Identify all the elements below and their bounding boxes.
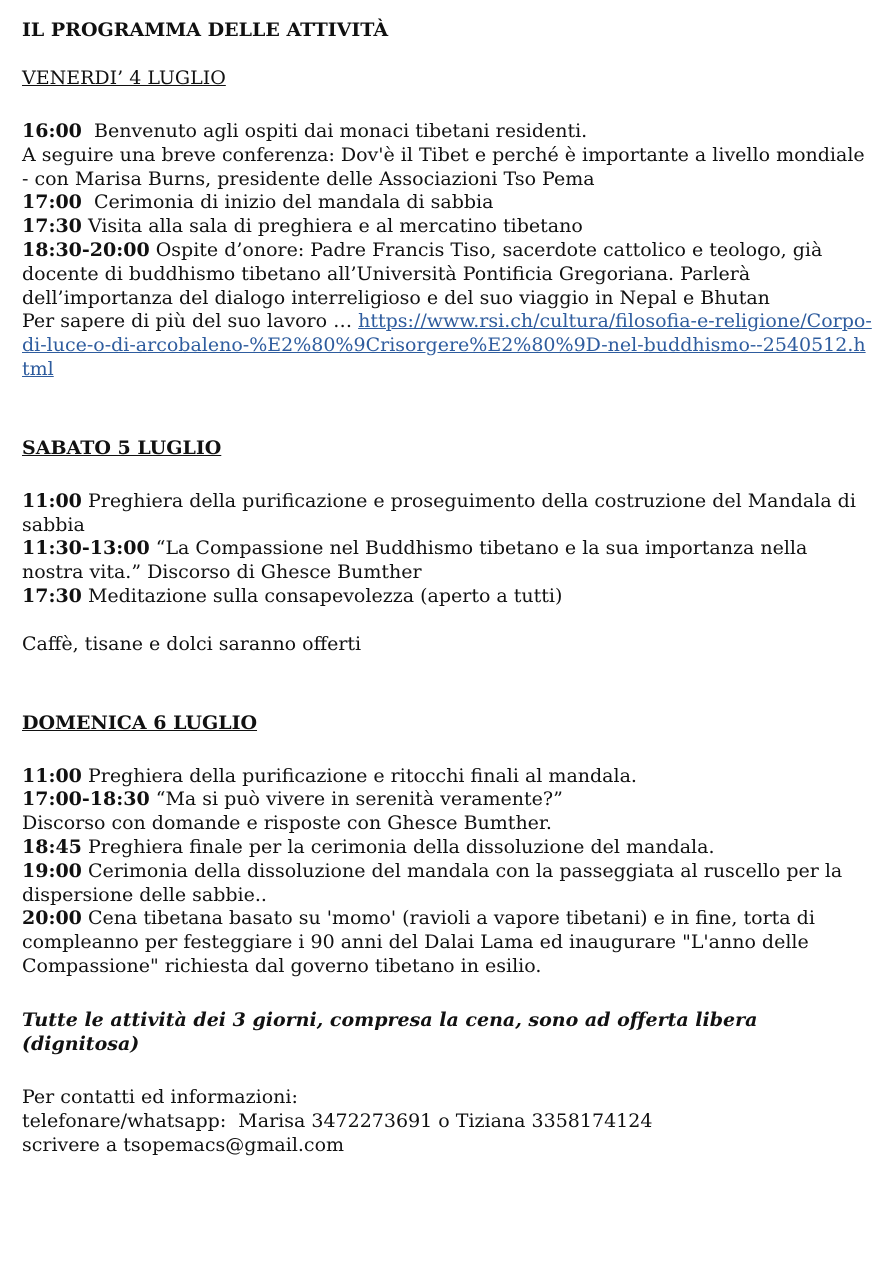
- schedule-item: [22, 907, 872, 978]
- refreshments-note: Caffè, tisane e dolci saranno offerti: [22, 632, 362, 655]
- schedule-item: [22, 585, 872, 609]
- item-text: Cerimonia della dissoluzione del mandala con la passeggiata al ruscello per la dispersione delle sabbie..: [22, 859, 849, 906]
- schedule-item: [22, 120, 872, 144]
- item-text: Cena tibetana basato su 'momo' (ravioli a vapore tibetani) e in fine, torta di compleanno per festeggiare i 90 anni del Dalai Lama ed inaugurare "L'anno delle Compassione" richiesta dal governo tibetano in esilio.: [22, 907, 821, 977]
- schedule-item: [22, 239, 872, 310]
- item-text: Preghiera finale per la cerimonia della dissoluzione del mandala.: [81, 835, 715, 858]
- schedule-item: [22, 191, 872, 215]
- item-time: 11:00: [22, 489, 82, 512]
- contacts-intro: Per contatti ed informazioni:: [22, 1086, 298, 1109]
- item-time: 16:00: [22, 120, 82, 142]
- friday-schedule: [22, 120, 872, 382]
- more-info-text: Per sapere di più del suo lavoro …: [22, 310, 359, 333]
- schedule-item: [22, 836, 872, 860]
- schedule-item: [22, 788, 872, 812]
- item-time: 19:00: [22, 859, 82, 882]
- item-text: A seguire una breve conferenza: Dov'è il Tibet e perché è importante a livello mondiale - con Marisa Burns, presidente delle Associazioni Tso Pema: [22, 143, 871, 190]
- item-text: “Ma si può vivere in serenità veramente?”: [149, 788, 563, 811]
- more-info: [22, 310, 872, 381]
- item-time: 18:30-20:00: [22, 238, 150, 261]
- item-time: 11:30-13:00: [22, 537, 150, 560]
- item-text: Preghiera della purificazione e proseguimento della costruzione del Mandala di sabbia: [22, 489, 862, 536]
- schedule-item: [22, 144, 872, 192]
- item-time: 17:00: [22, 191, 82, 214]
- item-text: Cerimonia di inizio del mandala di sabbia: [81, 191, 494, 214]
- schedule-item: [22, 860, 872, 908]
- item-text: Meditazione sulla consapevolezza (aperto a tutti): [81, 584, 563, 607]
- item-text: Visita alla sala di preghiera e al mercatino tibetano: [81, 215, 583, 238]
- item-text: “La Compassione nel Buddhismo tibetano e la sua importanza nella nostra vita.” Discorso di Ghesce Bumther: [22, 537, 814, 584]
- sunday-schedule: [22, 765, 872, 979]
- program-document: [22, 18, 872, 1158]
- item-time: 11:00: [22, 764, 82, 787]
- sunday-heading: DOMENICA 6 LUGLIO: [22, 711, 258, 734]
- item-time: 17:30: [22, 215, 82, 238]
- friday-heading: VENERDI’ 4 LUGLIO: [22, 67, 226, 89]
- item-text: Ospite d’onore: Padre Francis Tiso, sacerdote cattolico e teologo, già docente di buddhismo tibetano all’Università Pontificia Gregoriana. Parlerà dell’importanza del dialogo interreligioso e del suo viaggio in Nepal e Bhutan: [22, 238, 829, 309]
- schedule-item: [22, 537, 872, 585]
- item-time: 17:30: [22, 584, 82, 607]
- item-time: 17:00-18:30: [22, 788, 150, 811]
- page-title: IL PROGRAMMA DELLE ATTIVITÀ: [22, 19, 389, 41]
- item-time: 18:45: [22, 835, 82, 858]
- item-time: 20:00: [22, 907, 82, 930]
- saturday-heading: SABATO 5 LUGLIO: [22, 436, 222, 459]
- item-text: Preghiera della purificazione e ritocchi finali al mandala.: [81, 764, 637, 787]
- schedule-item: [22, 812, 872, 836]
- schedule-item: [22, 215, 872, 239]
- item-text: Benvenuto agli ospiti dai monaci tibetani residenti.: [81, 120, 588, 142]
- contacts-phone: telefonare/whatsapp: Marisa 3472273691 o Tiziana 3358174124: [22, 1110, 653, 1133]
- free-offer-note: Tutte le attività dei 3 giorni, compresa la cena, sono ad offerta libera (dignitosa): [22, 1008, 758, 1055]
- article-link[interactable]: https://www.rsi.ch/cultura/filosofia-e-religione/Corpo-di-luce-o-di-arcobaleno-%E2%80%9Crisorgere%E2%80%9D-nel-buddhismo--2540512.html: [22, 310, 872, 380]
- saturday-schedule: [22, 490, 872, 609]
- contacts-block: [22, 1086, 872, 1157]
- schedule-item: [22, 765, 872, 789]
- contacts-email: scrivere a tsopemacs@gmail.com: [22, 1133, 345, 1156]
- item-text: Discorso con domande e risposte con Ghesce Bumther.: [22, 812, 552, 835]
- schedule-item: [22, 490, 872, 538]
